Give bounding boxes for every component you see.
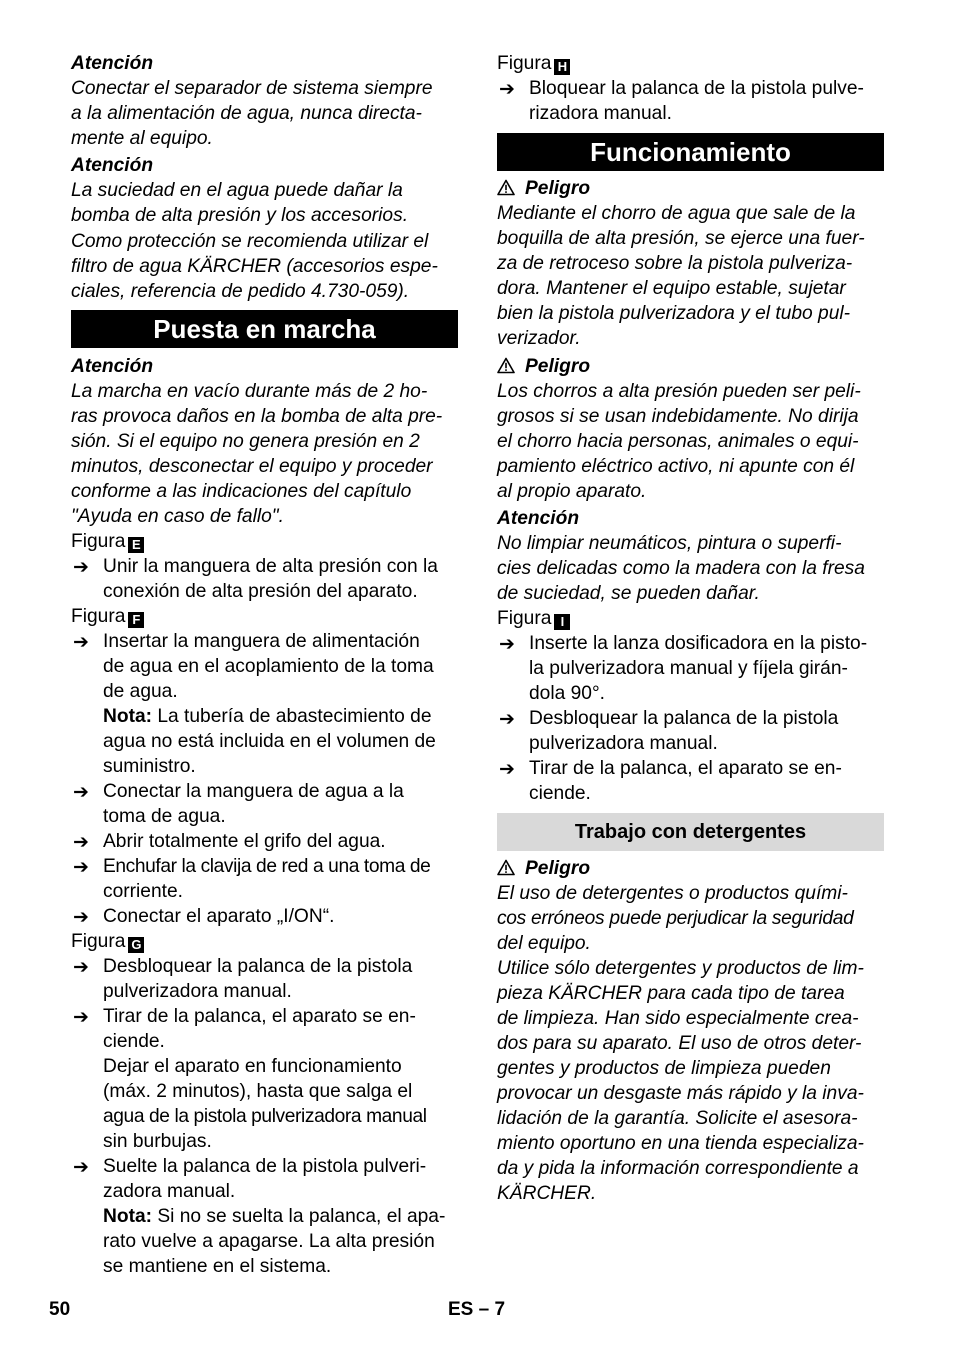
section-heading: Funcionamiento [497,133,884,171]
figure-label: Figura [497,608,552,629]
step-text: Bloquear la palanca de la pistola pulve- [529,78,864,99]
note-text: La tubería de abastecimiento de [152,706,432,727]
paragraph-line: conforme a las indicaciones del capítulo [71,481,412,502]
paragraph-line: verizador. [497,328,581,349]
note-line: suministro. [103,756,196,777]
figure-reference [497,51,570,76]
figure-reference [497,606,570,631]
figure-letter-badge: E [128,537,144,553]
paragraph-line: Mediante el chorro de agua que sale de la [497,203,856,224]
step-text: Dejar el aparato en funcionamiento [103,1056,402,1077]
danger-label-line [497,354,590,379]
figure-label: Figura [71,931,126,952]
paragraph-line: de suciedad, se pueden dañar. [497,583,760,604]
section-page-label [448,1297,505,1322]
paragraph-line: cies delicadas como la madera con la fresa [497,558,865,579]
paragraph-line: bien la pistola pulverizadora y el tubo pul- [497,303,851,324]
note-line: rato vuelve a apagarse. La alta presión [103,1231,435,1252]
warning-triangle-icon [497,859,515,876]
paragraph-line: Utilice sólo detergentes y productos de lim- [497,958,864,979]
step-text: ciende. [529,783,591,804]
paragraph-line: "Ayuda en caso de fallo". [71,506,284,527]
step-text: Conectar la manguera de agua a la [103,781,404,802]
paragraph-line: del equipo. [497,933,591,954]
step-text: Enchufar la clavija de red a una toma de [103,856,431,877]
paragraph-line: dos para su aparato. El uso de otros deter- [497,1033,862,1054]
attention-label: Atención [71,356,154,377]
step-text: Desbloquear la palanca de la pistola [529,708,839,729]
paragraph-line: KÄRCHER. [497,1183,597,1204]
step-text: Inserte la lanza dosificadora en la pisto- [529,633,868,654]
warning-triangle-icon [497,357,515,374]
step-text: Tirar de la palanca, el aparato se en- [529,758,842,779]
step-text: de agua. [103,681,178,702]
arrow-right-icon: ➔ [499,634,515,655]
step-text: agua de la pistola pulverizadora manual [103,1106,427,1127]
paragraph-line: miento oportuno en una tienda especializa- [497,1133,864,1154]
paragraph-line: Conectar el separador de sistema siempre [71,78,433,99]
step-text: Tirar de la palanca, el aparato se en- [103,1006,416,1027]
paragraph-line: Los chorros a alta presión pueden ser peli- [497,381,861,402]
step-text: sin burbujas. [103,1131,212,1152]
arrow-right-icon: ➔ [499,79,515,100]
paragraph-line: ciales, referencia de pedido 4.730-059). [71,281,410,302]
figure-reference [71,604,144,629]
paragraph-line: pamiento eléctrico activo, ni apunte con él [497,456,855,477]
paragraph-line: bomba de alta presión y los accesorios. [71,205,409,226]
paragraph-line: No limpiar neumáticos, pintura o superfi- [497,533,842,554]
figure-reference [71,529,144,554]
paragraph-line: da y pida la información correspondiente a [497,1158,859,1179]
figure-letter-badge: I [554,614,570,630]
paragraph-line: mente al equipo. [71,128,213,149]
danger-label: Peligro [525,356,591,377]
danger-label-line [497,856,590,881]
step-text: Insertar la manguera de alimentación [103,631,420,652]
paragraph-line: a la alimentación de agua, nunca directa- [71,103,422,124]
figure-letter-badge: H [554,59,570,75]
subsection-heading: Trabajo con detergentes [497,813,884,851]
arrow-right-icon: ➔ [73,1007,89,1028]
step-text: pulverizadora manual. [529,733,718,754]
figure-letter-badge: F [128,612,144,628]
note-label: Nota: [103,706,153,727]
paragraph-line: pieza KÄRCHER para cada tipo de tarea [497,983,845,1004]
step-text: conexión de alta presión del aparato. [103,581,418,602]
danger-label: Peligro [525,858,591,879]
figure-letter-badge: G [128,937,144,953]
figure-label: Figura [497,53,552,74]
step-text: dola 90°. [529,683,605,704]
step-text: corriente. [103,881,183,902]
step-text: pulverizadora manual. [103,981,292,1002]
paragraph-line: el chorro hacia personas, animales o equi- [497,431,859,452]
page-number: 50 [49,1299,71,1320]
paragraph-line: ras provoca daños en la bomba de alta pre- [71,406,443,427]
arrow-right-icon: ➔ [73,632,89,653]
language-code: ES [448,1299,474,1320]
paragraph-line: minutos, desconectar el equipo y proceder [71,456,433,477]
paragraph-line: El uso de detergentes o productos quími- [497,883,848,904]
arrow-right-icon: ➔ [73,832,89,853]
arrow-right-icon: ➔ [73,907,89,928]
attention-label: Atención [71,53,154,74]
paragraph-line: grosos si se usan indebidamente. No dirija [497,406,859,427]
attention-label: Atención [71,155,154,176]
step-text: toma de agua. [103,806,226,827]
step-text: de agua en el acoplamiento de la toma [103,656,434,677]
paragraph-line: lidación de la garantía. Solicite el asesora- [497,1108,858,1129]
note-line: agua no está incluida en el volumen de [103,731,436,752]
paragraph-line: filtro de agua KÄRCHER (accesorios espe- [71,256,438,277]
step-text: Unir la manguera de alta presión con la [103,556,438,577]
arrow-right-icon: ➔ [73,1157,89,1178]
note-text: Si no se suelta la palanca, el apa- [152,1206,446,1227]
paragraph-line: de limpieza. Han sido especialmente crea- [497,1008,859,1029]
section-page-number: – 7 [478,1299,506,1320]
arrow-right-icon: ➔ [499,709,515,730]
danger-label-line [497,176,590,201]
arrow-right-icon: ➔ [499,759,515,780]
paragraph-line: Como protección se recomienda utilizar el [71,231,429,252]
paragraph-line: cos erróneos puede perjudicar la seguridad [497,908,854,929]
attention-label: Atención [497,508,580,529]
paragraph-line: sión. Si el equipo no genera presión en 2 [71,431,420,452]
step-text: (máx. 2 minutos), hasta que salga el [103,1081,413,1102]
paragraph-line: La marcha en vacío durante más de 2 ho- [71,381,428,402]
figure-reference [71,929,144,954]
step-text: Abrir totalmente el grifo del agua. [103,831,386,852]
step-text: Conectar el aparato „I/ON“. [103,906,335,927]
step-text: la pulverizadora manual y fíjela girán- [529,658,848,679]
step-text: ciende. [103,1031,165,1052]
danger-label: Peligro [525,178,591,199]
arrow-right-icon: ➔ [73,857,89,878]
step-text: Desbloquear la palanca de la pistola [103,956,413,977]
paragraph-line: al propio aparato. [497,481,647,502]
arrow-right-icon: ➔ [73,957,89,978]
paragraph-line: boquilla de alta presión, se ejerce una fuer- [497,228,865,249]
note-line [103,1204,445,1229]
section-heading: Puesta en marcha [71,310,458,348]
warning-triangle-icon [497,179,515,196]
step-text: zadora manual. [103,1181,236,1202]
paragraph-line: provocar un desgaste más rápido y la inva- [497,1083,864,1104]
paragraph-line: dora. Mantener el equipo estable, sujetar [497,278,846,299]
figure-label: Figura [71,606,126,627]
arrow-right-icon: ➔ [73,557,89,578]
step-text: rizadora manual. [529,103,672,124]
arrow-right-icon: ➔ [73,782,89,803]
paragraph-line: za de retroceso sobre la pistola pulveriza- [497,253,853,274]
paragraph-line: gentes y productos de limpieza pueden [497,1058,831,1079]
step-text: Suelte la palanca de la pistola pulveri- [103,1156,427,1177]
note-label: Nota: [103,1206,153,1227]
figure-label: Figura [71,531,126,552]
note-line [103,704,432,729]
paragraph-line: La suciedad en el agua puede dañar la [71,180,403,201]
note-line: se mantiene en el sistema. [103,1256,332,1277]
